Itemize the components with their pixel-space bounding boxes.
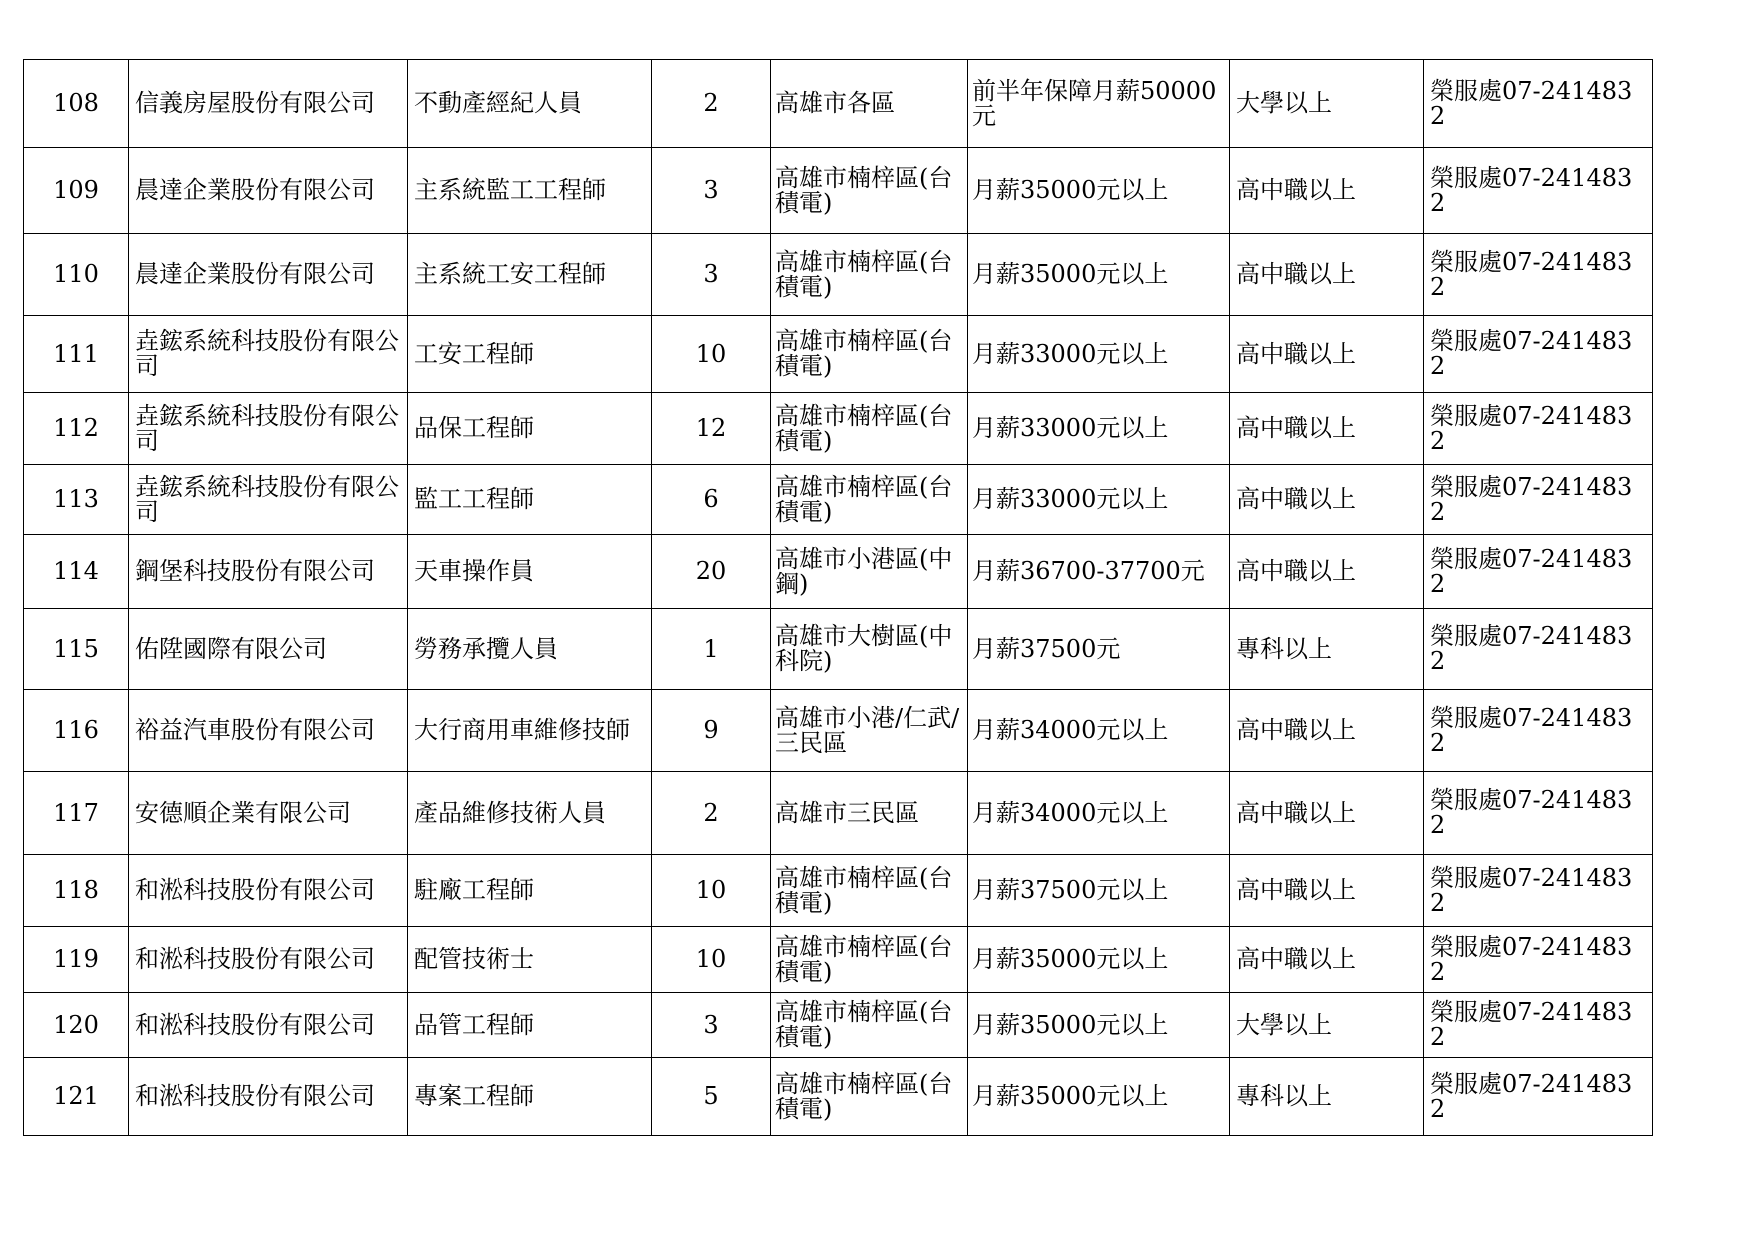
education-requirement: 高中職以上 bbox=[1230, 316, 1424, 393]
work-location: 高雄市大樹區(中科院) bbox=[771, 609, 968, 690]
row-number: 117 bbox=[24, 772, 129, 855]
row-number: 113 bbox=[24, 465, 129, 535]
work-location: 高雄市楠梓區(台積電) bbox=[771, 234, 968, 316]
salary: 月薪35000元以上 bbox=[968, 1058, 1230, 1136]
work-location: 高雄市楠梓區(台積電) bbox=[771, 927, 968, 993]
company-name: 信義房屋股份有限公司 bbox=[129, 60, 408, 148]
contact-info: 榮服處07-2414832 bbox=[1424, 927, 1653, 993]
contact-info: 榮服處07-2414832 bbox=[1424, 465, 1653, 535]
company-name: 垚鋐系統科技股份有限公司 bbox=[129, 393, 408, 465]
job-title: 品保工程師 bbox=[408, 393, 652, 465]
salary: 月薪34000元以上 bbox=[968, 772, 1230, 855]
row-number: 120 bbox=[24, 993, 129, 1058]
job-title: 品管工程師 bbox=[408, 993, 652, 1058]
job-title: 工安工程師 bbox=[408, 316, 652, 393]
contact-info: 榮服處07-2414832 bbox=[1424, 690, 1653, 772]
education-requirement: 高中職以上 bbox=[1230, 855, 1424, 927]
salary: 月薪37500元以上 bbox=[968, 855, 1230, 927]
table-row bbox=[24, 234, 1653, 316]
table-row bbox=[24, 535, 1653, 609]
row-number: 114 bbox=[24, 535, 129, 609]
salary: 月薪35000元以上 bbox=[968, 234, 1230, 316]
contact-info: 榮服處07-2414832 bbox=[1424, 855, 1653, 927]
row-number: 116 bbox=[24, 690, 129, 772]
education-requirement: 高中職以上 bbox=[1230, 148, 1424, 234]
openings-count: 2 bbox=[652, 772, 771, 855]
contact-info: 榮服處07-2414832 bbox=[1424, 316, 1653, 393]
openings-count: 10 bbox=[652, 927, 771, 993]
work-location: 高雄市楠梓區(台積電) bbox=[771, 855, 968, 927]
education-requirement: 專科以上 bbox=[1230, 609, 1424, 690]
job-title: 天車操作員 bbox=[408, 535, 652, 609]
salary: 月薪35000元以上 bbox=[968, 927, 1230, 993]
openings-count: 3 bbox=[652, 993, 771, 1058]
table-row bbox=[24, 393, 1653, 465]
openings-count: 3 bbox=[652, 148, 771, 234]
salary: 月薪36700-37700元 bbox=[968, 535, 1230, 609]
table-row bbox=[24, 465, 1653, 535]
table-row bbox=[24, 148, 1653, 234]
salary: 月薪33000元以上 bbox=[968, 316, 1230, 393]
salary: 月薪37500元 bbox=[968, 609, 1230, 690]
openings-count: 5 bbox=[652, 1058, 771, 1136]
company-name: 裕益汽車股份有限公司 bbox=[129, 690, 408, 772]
company-name: 晨達企業股份有限公司 bbox=[129, 234, 408, 316]
salary: 月薪33000元以上 bbox=[968, 465, 1230, 535]
education-requirement: 高中職以上 bbox=[1230, 393, 1424, 465]
row-number: 118 bbox=[24, 855, 129, 927]
openings-count: 10 bbox=[652, 855, 771, 927]
education-requirement: 高中職以上 bbox=[1230, 234, 1424, 316]
work-location: 高雄市小港/仁武/三民區 bbox=[771, 690, 968, 772]
education-requirement: 高中職以上 bbox=[1230, 927, 1424, 993]
work-location: 高雄市楠梓區(台積電) bbox=[771, 993, 968, 1058]
education-requirement: 高中職以上 bbox=[1230, 535, 1424, 609]
education-requirement: 大學以上 bbox=[1230, 993, 1424, 1058]
openings-count: 12 bbox=[652, 393, 771, 465]
openings-count: 2 bbox=[652, 60, 771, 148]
contact-info: 榮服處07-2414832 bbox=[1424, 609, 1653, 690]
company-name: 佑陞國際有限公司 bbox=[129, 609, 408, 690]
contact-info: 榮服處07-2414832 bbox=[1424, 234, 1653, 316]
job-title: 監工工程師 bbox=[408, 465, 652, 535]
work-location: 高雄市楠梓區(台積電) bbox=[771, 393, 968, 465]
contact-info: 榮服處07-2414832 bbox=[1424, 535, 1653, 609]
openings-count: 6 bbox=[652, 465, 771, 535]
work-location: 高雄市楠梓區(台積電) bbox=[771, 1058, 968, 1136]
company-name: 晨達企業股份有限公司 bbox=[129, 148, 408, 234]
row-number: 121 bbox=[24, 1058, 129, 1136]
company-name: 和淞科技股份有限公司 bbox=[129, 1058, 408, 1136]
education-requirement: 專科以上 bbox=[1230, 1058, 1424, 1136]
openings-count: 10 bbox=[652, 316, 771, 393]
row-number: 108 bbox=[24, 60, 129, 148]
table-row bbox=[24, 927, 1653, 993]
company-name: 垚鋐系統科技股份有限公司 bbox=[129, 316, 408, 393]
contact-info: 榮服處07-2414832 bbox=[1424, 60, 1653, 148]
openings-count: 20 bbox=[652, 535, 771, 609]
education-requirement: 高中職以上 bbox=[1230, 690, 1424, 772]
job-title: 產品維修技術人員 bbox=[408, 772, 652, 855]
table-row bbox=[24, 993, 1653, 1058]
salary: 月薪35000元以上 bbox=[968, 148, 1230, 234]
company-name: 和淞科技股份有限公司 bbox=[129, 927, 408, 993]
table-row bbox=[24, 855, 1653, 927]
work-location: 高雄市三民區 bbox=[771, 772, 968, 855]
job-rows bbox=[24, 60, 1653, 1136]
table-row bbox=[24, 316, 1653, 393]
company-name: 和淞科技股份有限公司 bbox=[129, 993, 408, 1058]
table-row bbox=[24, 609, 1653, 690]
contact-info: 榮服處07-2414832 bbox=[1424, 993, 1653, 1058]
row-number: 112 bbox=[24, 393, 129, 465]
company-name: 和淞科技股份有限公司 bbox=[129, 855, 408, 927]
job-title: 專案工程師 bbox=[408, 1058, 652, 1136]
education-requirement: 高中職以上 bbox=[1230, 465, 1424, 535]
job-listing-table bbox=[23, 59, 1653, 1136]
salary: 月薪33000元以上 bbox=[968, 393, 1230, 465]
job-title: 大行商用車維修技師 bbox=[408, 690, 652, 772]
openings-count: 3 bbox=[652, 234, 771, 316]
contact-info: 榮服處07-2414832 bbox=[1424, 148, 1653, 234]
table-row bbox=[24, 60, 1653, 148]
company-name: 垚鋐系統科技股份有限公司 bbox=[129, 465, 408, 535]
openings-count: 1 bbox=[652, 609, 771, 690]
table-row bbox=[24, 690, 1653, 772]
row-number: 111 bbox=[24, 316, 129, 393]
job-title: 主系統監工工程師 bbox=[408, 148, 652, 234]
salary: 前半年保障月薪50000元 bbox=[968, 60, 1230, 148]
work-location: 高雄市楠梓區(台積電) bbox=[771, 465, 968, 535]
table-row bbox=[24, 772, 1653, 855]
job-title: 不動產經紀人員 bbox=[408, 60, 652, 148]
salary: 月薪34000元以上 bbox=[968, 690, 1230, 772]
work-location: 高雄市楠梓區(台積電) bbox=[771, 148, 968, 234]
table-row bbox=[24, 1058, 1653, 1136]
row-number: 109 bbox=[24, 148, 129, 234]
education-requirement: 高中職以上 bbox=[1230, 772, 1424, 855]
education-requirement: 大學以上 bbox=[1230, 60, 1424, 148]
row-number: 115 bbox=[24, 609, 129, 690]
work-location: 高雄市各區 bbox=[771, 60, 968, 148]
salary: 月薪35000元以上 bbox=[968, 993, 1230, 1058]
contact-info: 榮服處07-2414832 bbox=[1424, 1058, 1653, 1136]
job-title: 主系統工安工程師 bbox=[408, 234, 652, 316]
job-title: 駐廠工程師 bbox=[408, 855, 652, 927]
contact-info: 榮服處07-2414832 bbox=[1424, 772, 1653, 855]
job-title: 配管技術士 bbox=[408, 927, 652, 993]
row-number: 110 bbox=[24, 234, 129, 316]
row-number: 119 bbox=[24, 927, 129, 993]
company-name: 鋼堡科技股份有限公司 bbox=[129, 535, 408, 609]
contact-info: 榮服處07-2414832 bbox=[1424, 393, 1653, 465]
job-title: 勞務承攬人員 bbox=[408, 609, 652, 690]
work-location: 高雄市楠梓區(台積電) bbox=[771, 316, 968, 393]
openings-count: 9 bbox=[652, 690, 771, 772]
company-name: 安德順企業有限公司 bbox=[129, 772, 408, 855]
work-location: 高雄市小港區(中鋼) bbox=[771, 535, 968, 609]
